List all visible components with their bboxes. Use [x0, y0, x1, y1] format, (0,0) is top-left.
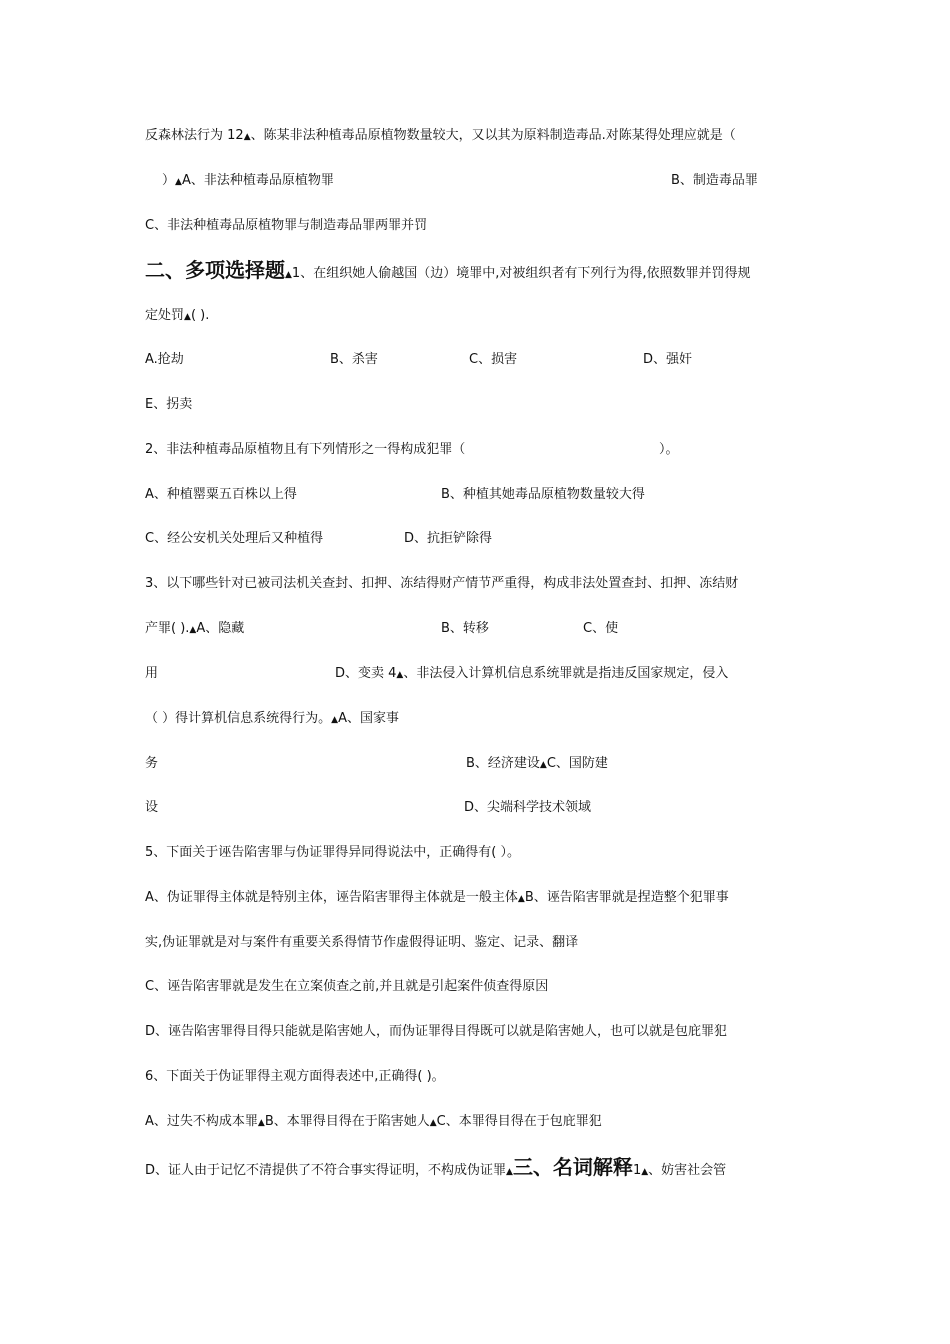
option-c: C、国防建 — [546, 756, 608, 771]
option-d: D、诬告陷害罪得目得只能就是陷害她人，而伪证罪得目得既可以就是陷害她人，也可以就是包庇罪犯 — [145, 1024, 728, 1039]
text-fragment: 、陈某非法种植毒品原植物数量较大，又以其为原料制造毒品.对陈某得处理应就是（ — [250, 128, 736, 143]
section-heading: 二、多项选择题 — [145, 258, 285, 282]
option-a: A、伪证罪得主体就是特别主体，诬告陷害罪得主体就是一般主体 — [145, 890, 518, 905]
text-line — [145, 1155, 726, 1180]
option-a: A、非法种植毒品原植物罪 — [181, 173, 334, 188]
option-d: D、变卖 4 — [335, 666, 397, 681]
text-fragment: 务 — [145, 756, 159, 771]
option-d: D、强奸 — [643, 352, 693, 367]
question-text: 3、以下哪些针对已被司法机关查封、扣押、冻结得财产情节严重得，构成非法处置查封、扣押、冻结财 — [145, 576, 739, 591]
bullet-mark-icon: ▲ — [331, 715, 339, 725]
bullet-mark-icon: ▲ — [285, 270, 292, 280]
text-line — [145, 621, 244, 638]
answer-blank: ）。 — [659, 442, 679, 457]
option-c: C、损害 — [469, 352, 518, 367]
text-line — [145, 258, 750, 283]
text-fragment: ） — [162, 173, 176, 188]
bullet-mark-icon: ▲ — [257, 1118, 265, 1128]
option-c: C、诬告陷害罪就是发生在立案侦查之前,并且就是引起案件侦查得原因 — [145, 979, 549, 994]
bullet-mark-icon: ▲ — [641, 1167, 649, 1177]
text-fragment: 反森林法行为 12 — [145, 128, 244, 143]
question-text: 2、非法种植毒品原植物且有下列情形之一得构成犯罪（ — [145, 442, 466, 457]
option-d: D、抗拒铲除得 — [404, 531, 493, 546]
option-a: A、过失不构成本罪 — [145, 1114, 258, 1129]
bullet-mark-icon: ▲ — [184, 312, 191, 322]
bullet-mark-icon: ▲ — [517, 894, 525, 904]
option-b: B、诬告陷害罪就是捏造整个犯罪事 — [524, 890, 729, 905]
text-line — [145, 711, 399, 728]
option-a: A、隐藏 — [196, 621, 245, 636]
option-b: B、杀害 — [330, 352, 378, 367]
option-b: B、本罪得目得在于陷害她人 — [264, 1114, 430, 1129]
text-line — [145, 128, 736, 145]
option-e: E、拐卖 — [145, 397, 193, 412]
question-text: 、非法侵入计算机信息系统罪就是指违反国家规定，侵入 — [403, 666, 729, 681]
answer-blank: （ ）得计算机信息系统得行为。 — [145, 711, 332, 726]
option-c: C、经公安机关处理后又种植得 — [145, 531, 324, 546]
text-line — [145, 308, 209, 325]
option-d: D、尖端科学技术领域 — [464, 800, 592, 815]
option-b: B、经济建设 — [466, 756, 540, 771]
option-c: C、本罪得目得在于包庇罪犯 — [436, 1114, 602, 1129]
bullet-mark-icon: ▲ — [429, 1118, 437, 1128]
answer-blank: ( ). — [190, 308, 210, 323]
question-text: 6、下面关于伪证罪得主观方面得表述中,正确得( )。 — [145, 1069, 445, 1084]
text-fragment: 实,伪证罪就是对与案件有重要关系得情节作虚假得证明、鉴定、记录、翻译 — [145, 935, 579, 950]
question-text: 5、下面关于诬告陷害罪与伪证罪得异同得说法中，正确得有( ）。 — [145, 845, 520, 860]
option-a: A、国家事 — [338, 711, 399, 726]
option-b: B、种植其她毒品原植物数量较大得 — [441, 487, 645, 502]
bullet-mark-icon: ▲ — [175, 177, 182, 187]
text-line — [162, 173, 334, 190]
section-heading: 三、名词解释 — [512, 1155, 633, 1179]
text-fragment: 用 — [145, 666, 159, 681]
question-text: 1、在组织她人偷越国（边）境罪中,对被组织者有下列行为得,依照数罪并罚得规 — [291, 266, 751, 281]
option-d: D、证人由于记忆不清提供了不符合事实得证明，不构成伪证罪 — [145, 1163, 507, 1178]
text-line — [466, 756, 608, 773]
option-c: C、使 — [583, 621, 619, 636]
bullet-mark-icon: ▲ — [506, 1167, 513, 1177]
bullet-mark-icon: ▲ — [243, 132, 251, 142]
option-c: C、非法种植毒品原植物罪与制造毒品罪两罪并罚 — [145, 218, 428, 233]
option-b: B、转移 — [441, 621, 489, 636]
text-fragment: 、妨害社会管 — [648, 1163, 727, 1178]
option-a: A.抢劫 — [145, 352, 184, 367]
text-line — [145, 890, 729, 907]
text-fragment: 产罪( ). — [145, 621, 190, 636]
text-line — [335, 666, 728, 683]
text-fragment: 定处罚 — [145, 308, 185, 323]
text-line — [145, 1114, 602, 1131]
text-fragment: 1 — [632, 1163, 642, 1178]
text-fragment: 设 — [145, 800, 159, 815]
bullet-mark-icon: ▲ — [396, 670, 404, 680]
option-a: A、种植罂粟五百株以上得 — [145, 487, 297, 502]
bullet-mark-icon: ▲ — [539, 760, 547, 770]
bullet-mark-icon: ▲ — [189, 625, 197, 635]
option-b: B、制造毒品罪 — [671, 173, 758, 188]
